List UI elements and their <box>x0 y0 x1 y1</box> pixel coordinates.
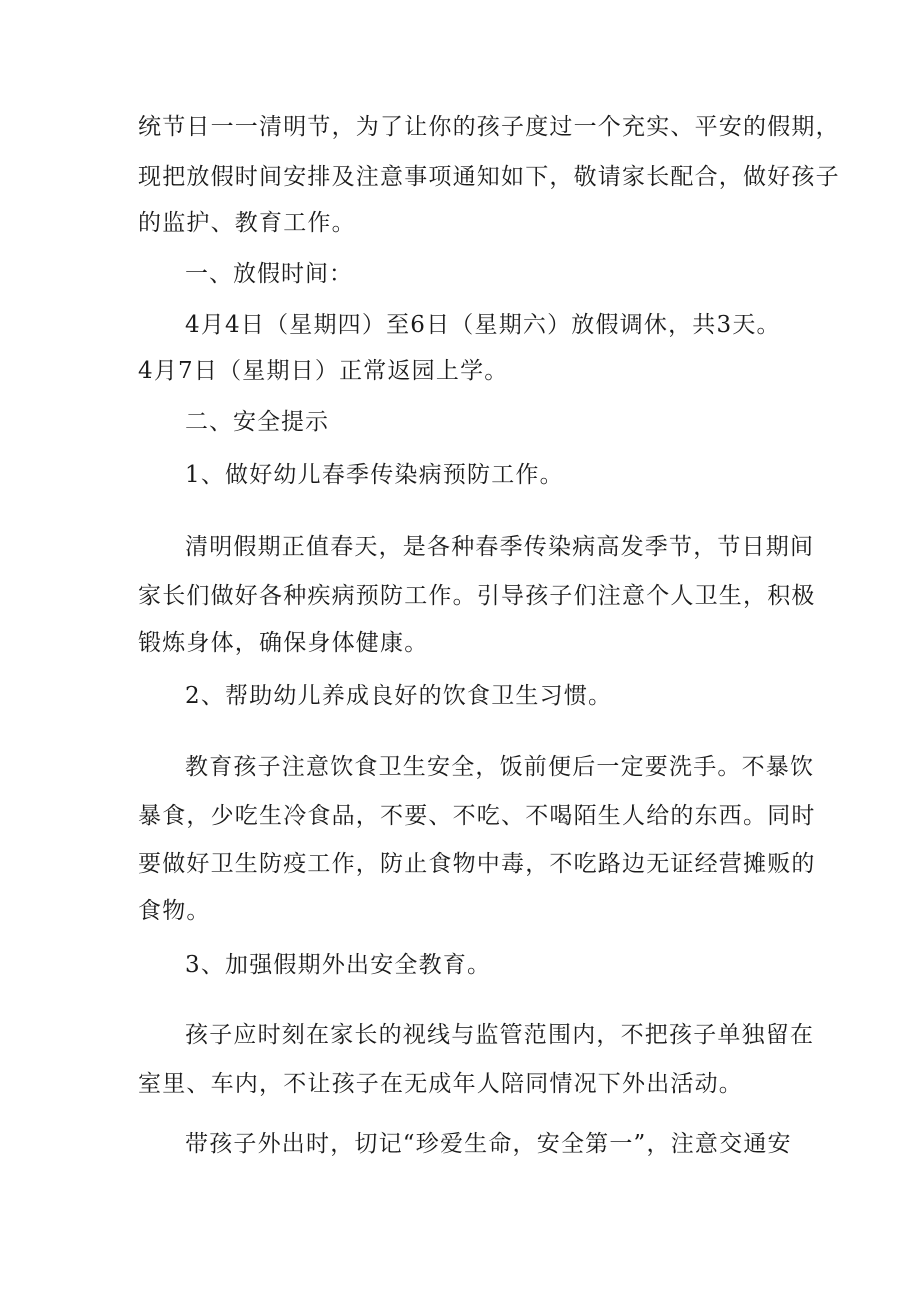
safety-item-2-title: 2、帮助幼儿养成良好的饮食卫生习惯。 <box>185 683 613 709</box>
safety-item-2-line-3: 要做好卫生防疫工作，防止食物中毒，不吃路边无证经营摊贩的 <box>138 851 816 877</box>
section-heading-safety-tips: 二、安全提示 <box>185 409 329 435</box>
intro-line-3: 的监护、教育工作。 <box>138 210 356 236</box>
holiday-time-line-1: 4月4日（星期四）至6日（星期六）放假调休，共3天。 <box>185 312 781 338</box>
safety-item-3-p1-line-1: 孩子应时刻在家长的视线与监管范围内，不把孩子单独留在 <box>185 1022 815 1048</box>
safety-item-2-line-2: 暴食，少吃生冷食品，不要、不吃、不喝陌生人给的东西。同时 <box>138 803 816 829</box>
safety-item-1-line-1: 清明假期正值春天，是各种春季传染病高发季节，节日期间 <box>185 534 815 560</box>
intro-line-2: 现把放假时间安排及注意事项通知如下，敬请家长配合，做好孩子 <box>138 164 840 190</box>
section-heading-holiday-time: 一、放假时间： <box>185 261 353 287</box>
safety-item-1-line-3: 锻炼身体，确保身体健康。 <box>138 630 429 656</box>
intro-line-1: 统节日一一清明节，为了让你的孩子度过一个充实、平安的假期， <box>138 114 840 140</box>
safety-item-1-line-2: 家长们做好各种疾病预防工作。引导孩子们注意个人卫生，积极 <box>138 583 816 609</box>
safety-item-3-p1-line-2: 室里、车内，不让孩子在无成年人陪同情况下外出活动。 <box>138 1071 743 1097</box>
safety-item-3-p2-line-1: 带孩子外出时，切记“珍爱生命，安全第一”，注意交通安 <box>185 1131 792 1157</box>
safety-item-1-title: 1、做好幼儿春季传染病预防工作。 <box>185 462 564 488</box>
safety-item-2-line-1: 教育孩子注意饮食卫生安全，饭前便后一定要洗手。不暴饮 <box>185 754 815 780</box>
safety-item-2-line-4: 食物。 <box>138 898 211 924</box>
safety-item-3-title: 3、加强假期外出安全教育。 <box>185 952 492 978</box>
holiday-time-line-2: 4月7日（星期日）正常返园上学。 <box>138 358 509 384</box>
